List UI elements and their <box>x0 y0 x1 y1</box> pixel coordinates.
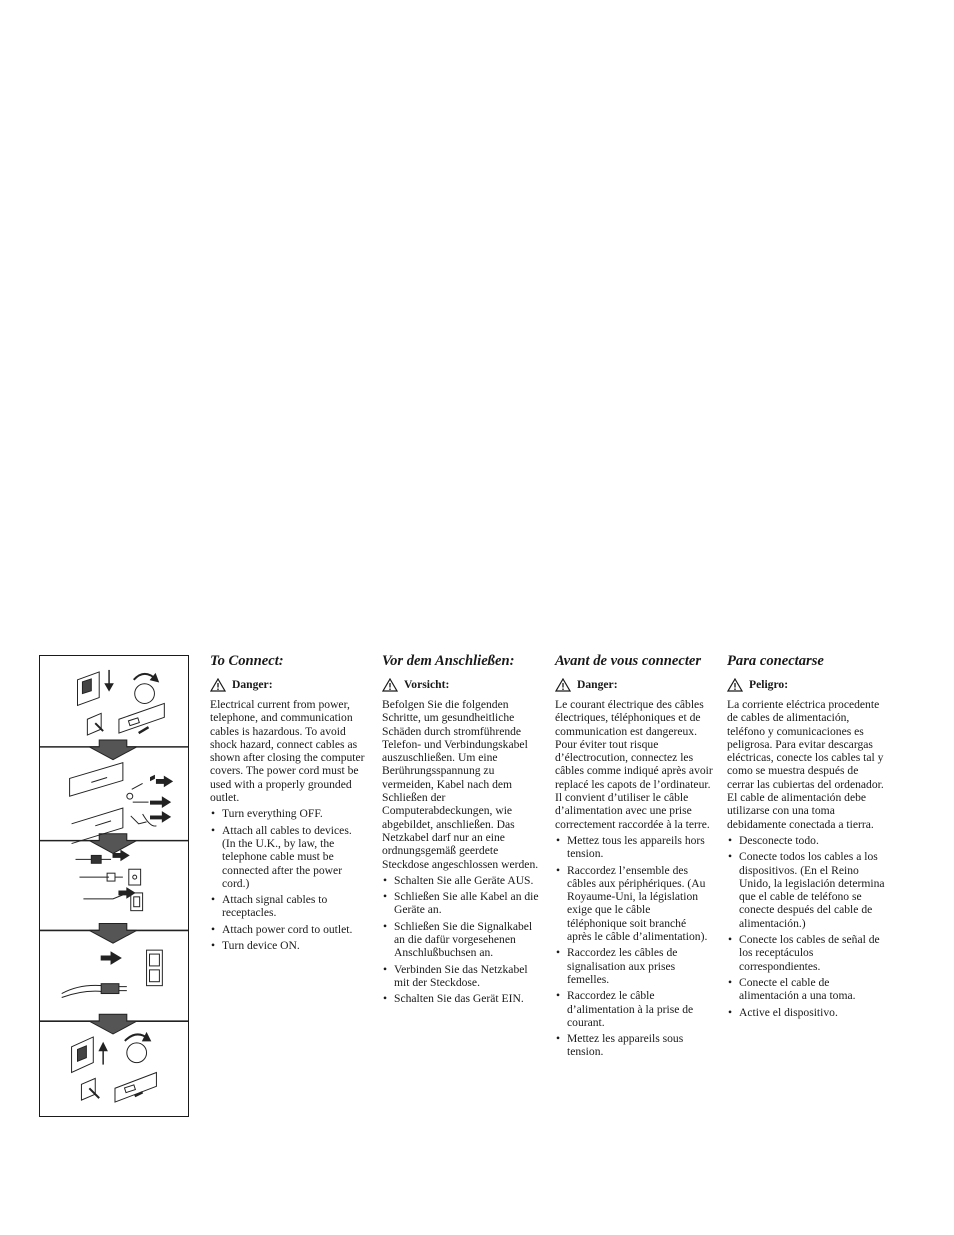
list-item: • Conecte todos los cables a los dispositivos. (En el Reino Unido, la legislación determina que el cable de teléfono se conecte después del cable de alimentación.) <box>727 850 885 930</box>
danger-label: Vorsicht: <box>404 678 450 691</box>
step-down-arrow-icon <box>89 1014 136 1034</box>
danger-label: Danger: <box>577 678 618 691</box>
list-item: • Turn device ON. <box>210 939 368 952</box>
list-item: • Attach power cord to outlet. <box>210 923 368 936</box>
list-item: • Turn everything OFF. <box>210 807 368 820</box>
step-down-arrow-icon <box>89 834 136 854</box>
list-item: • Active el dispositivo. <box>727 1006 885 1019</box>
list-item: • Conecte los cables de señal de los receptáculos correspondientes. <box>727 933 885 973</box>
connection-steps-illustration <box>39 655 189 1117</box>
list-item: • Mettez tous les appareils hors tension. <box>555 834 713 861</box>
intro-text: Befolgen Sie die folgenden Schritte, um gesundheitliche Schäden durch stromführende Telefon- und Verbindungskabel auszuschließen. Um eine Berührungsspannung zu vermeiden, Kabel nach dem Schließen der Computerabdeckungen, wie abgebildet, anschließen. Das Netzkabel darf nur an eine ordnungsgemäß geerdete Steckdose angeschlossen werden. <box>382 698 539 871</box>
list-item: • Verbinden Sie das Netzkabel mit der Steckdose. <box>382 963 540 990</box>
danger-notice <box>382 678 540 692</box>
list-item: • Raccordez l’ensemble des câbles aux périphériques. (Au Royaume-Uni, la législation exige que le câble téléphonique soit branché après le câble d’alimentation). <box>555 864 713 944</box>
danger-notice <box>727 678 885 692</box>
intro-text: Electrical current from power, telephone, and communication cables is hazardous. To avoid shock hazard, connect cables as shown after closing the computer covers. The power cord must be used with a properly grounded outlet. <box>210 698 365 805</box>
step-attach-signal-cables-graphic <box>76 850 143 910</box>
column-title: To Connect: <box>210 653 284 669</box>
danger-notice <box>555 678 713 692</box>
step-attach-power-cord-graphic <box>62 950 163 997</box>
steps-list <box>210 807 368 952</box>
warning-triangle-icon <box>382 678 398 692</box>
list-item: • Desconecte todo. <box>727 834 885 847</box>
list-item: • Raccordez le câble d’alimentation à la prise de courant. <box>555 989 713 1029</box>
list-item: • Schließen Sie alle Kabel an die Geräte an. <box>382 890 540 917</box>
list-item: • Attach signal cables to receptacles. <box>210 893 368 920</box>
column-title: Para conectarse <box>727 653 824 669</box>
list-item: • Schließen Sie die Signalkabel an die dafür vorgesehenen Anschlußbuchsen an. <box>382 920 540 960</box>
warning-triangle-icon <box>555 678 571 692</box>
column-title: Avant de vous connecter <box>555 653 702 669</box>
steps-list <box>382 874 540 1006</box>
step-turn-on-graphic <box>72 1033 157 1102</box>
list-item: • Conecte el cable de alimentación a una toma. <box>727 976 885 1003</box>
instructions-spanish <box>727 652 885 1022</box>
danger-label: Danger: <box>232 678 273 691</box>
list-item: • Schalten Sie alle Geräte AUS. <box>382 874 540 887</box>
list-item: • Schalten Sie das Gerät EIN. <box>382 992 540 1005</box>
step-down-arrow-icon <box>89 923 136 943</box>
instructions-german <box>382 652 540 1009</box>
steps-list <box>727 834 885 1019</box>
list-item: • Mettez les appareils sous tension. <box>555 1032 713 1059</box>
instructions-french <box>555 652 713 1062</box>
warning-triangle-icon <box>210 678 226 692</box>
danger-label: Peligro: <box>749 678 789 691</box>
danger-notice <box>210 678 368 692</box>
list-item: • Attach all cables to devices. (In the U.K., by law, the telephone cable must be connected after the power cord.) <box>210 824 368 890</box>
step-turn-off-graphic <box>77 670 164 735</box>
instructions-english <box>210 652 368 955</box>
step-down-arrow-icon <box>89 740 136 760</box>
warning-triangle-icon <box>727 678 743 692</box>
step-attach-cables-graphic <box>70 763 173 844</box>
intro-text: La corriente eléctrica procedente de cables de alimentación, teléfono y comunicaciones es peligrosa. Para evitar descargas eléctricas, conecte los cables tal y como se muestra después de cerrar las cubiertas del ordenador. El cable de alimentación debe utilizarse con una toma debidamente conectada a tierra. <box>727 698 884 831</box>
column-title: Vor dem Anschließen: <box>382 653 515 669</box>
steps-list <box>555 834 713 1059</box>
intro-text: Le courant électrique des câbles électriques, téléphoniques et de communication est dangereux. Pour éviter tout risque d’électrocution, connectez les câbles comme indiqué après avoir replacé les capots de l’ordinateur. Il convient d’utiliser le câble d’alimentation avec une prise correctement raccordée à la terre. <box>555 698 713 831</box>
list-item: • Raccordez les câbles de signalisation aux prises femelles. <box>555 946 713 986</box>
